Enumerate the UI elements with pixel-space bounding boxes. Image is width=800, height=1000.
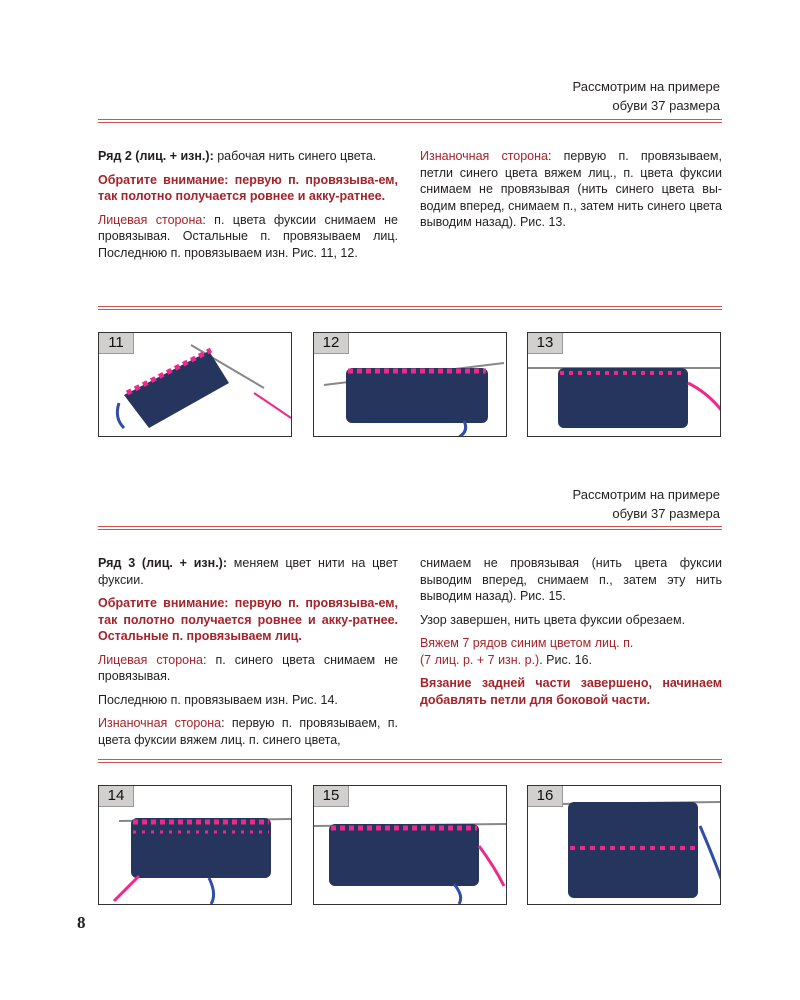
header2-line-2: обуви 37 размера [612, 506, 720, 521]
attention-label-2: Обратите внимание: [98, 596, 229, 610]
section-header-1 [572, 77, 720, 115]
figure-number-13: 13 [528, 333, 563, 354]
figure-number-14: 14 [99, 786, 134, 807]
attention-label-1: Обратите внимание: [98, 172, 229, 187]
row3-title: Ряд 3 (лиц. + изн.): [98, 556, 227, 570]
row2-paragraph [98, 148, 398, 165]
attention-text-2: первую п. провязыва-ем, так полотно получается ровнее и акку-ратнее. Остальные п. провязываем лиц. [98, 596, 398, 643]
section1-right-column [420, 148, 722, 238]
attention-text-1: первую п. провязыва-ем, так полотно получается ровнее и акку-ратнее. [98, 172, 398, 203]
row3-text: меняем цвет нити на цвет фуксии. [98, 556, 398, 587]
section2-left-column [98, 555, 398, 755]
figure-number-11: 11 [99, 333, 134, 354]
face-side-paragraph-2 [98, 652, 398, 685]
knit-rows-line-3: . Рис. 16. [539, 652, 593, 667]
section-header-2 [572, 485, 720, 523]
attention-paragraph-2 [98, 595, 398, 645]
attention-paragraph-1 [98, 172, 398, 205]
pattern-done-paragraph: Узор завершен, нить цвета фуксии обрезаем. [420, 612, 686, 627]
header-rule-2 [98, 526, 722, 530]
figure-11 [98, 332, 292, 437]
figure-rule-2 [98, 759, 722, 763]
figure-rule-1 [98, 306, 722, 310]
row2-title: Ряд 2 (лиц. + изн.): [98, 149, 214, 163]
header-line-1: Рассмотрим на примере [572, 79, 720, 94]
last-loop-paragraph: Последнюю п. провязываем изн. Рис. 14. [98, 692, 338, 707]
header2-line-1: Рассмотрим на примере [572, 487, 720, 502]
figure-number-12: 12 [314, 333, 349, 354]
figure-13 [527, 332, 721, 437]
figure-14 [98, 785, 292, 905]
section1-left-column [98, 148, 398, 268]
figure-12 [313, 332, 507, 437]
continued-paragraph: снимаем не провязывая (нить цвета фуксии выводим вперед, снимаем п., затем эту нить выводим назад). Рис. 15. [420, 556, 722, 603]
face-side-text-2: : п. синего цвета снимаем не провязывая. [98, 652, 398, 683]
face-side-label-2: Лицевая сторона [98, 652, 203, 667]
knit-rows-line-2: (7 лиц. р. + 7 изн. р.) [420, 652, 540, 667]
section2-right-column [420, 555, 722, 715]
figure-number-16: 16 [528, 786, 563, 807]
face-side-paragraph-1 [98, 212, 398, 262]
wrong-side-paragraph-2 [98, 715, 398, 748]
wrong-side-label-2: Изнаночная сторона [98, 716, 222, 730]
back-done-paragraph: Вязание задней части завершено, начинаем добавлять петли для боковой части. [420, 676, 722, 707]
face-side-label-1: Лицевая сторона [98, 212, 203, 227]
header-line-2: обуви 37 размера [612, 98, 720, 113]
row2-text: рабочая нить синего цвета. [213, 149, 377, 163]
wrong-side-text-2: : первую п. провязываем, п. цвета фуксии вяжем лиц. п. синего цвета, [98, 716, 399, 747]
figure-16 [527, 785, 721, 905]
face-side-text-1: : п. цвета фуксии снимаем не провязывая. Остальные п. провязываем лиц. Последнюю п. провязываем изн. Рис. 11, 12. [98, 212, 398, 260]
knit-rows-paragraph [420, 635, 722, 668]
page-number: 8 [77, 913, 86, 932]
header-rule-1 [98, 119, 722, 123]
figure-15 [313, 785, 507, 905]
wrong-side-label-1: Изнаночная сторона [420, 149, 548, 163]
row3-paragraph [98, 555, 398, 588]
knit-rows-line-1: Вяжем 7 рядов синим цветом лиц. п. [420, 636, 634, 650]
wrong-side-paragraph-1 [420, 148, 722, 231]
figure-number-15: 15 [314, 786, 349, 807]
wrong-side-text-1: : первую п. провязываем, петли синего цвета вяжем лиц., п. цвета фуксии снимаем не провязывая (нить синего цвета вы-водим вперед, снимаем п., затем нить синего цвета выводим назад). Рис. 13. [420, 149, 722, 229]
